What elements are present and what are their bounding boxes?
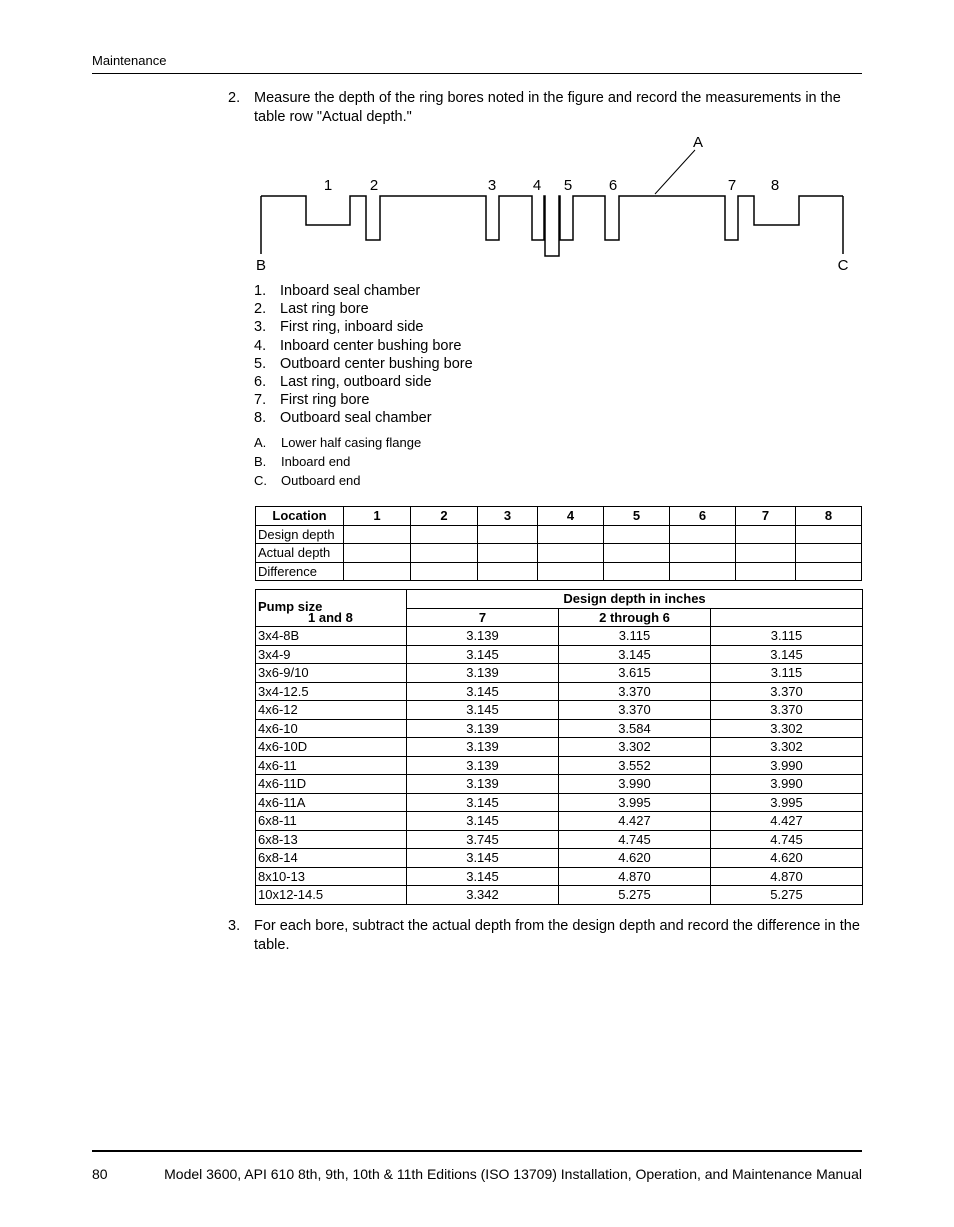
table-row — [256, 830, 863, 849]
depth-value-cell: 4.745 — [559, 830, 711, 849]
page-number: 80 — [92, 1166, 108, 1182]
entry-cell[interactable] — [604, 544, 670, 563]
legend-item: 4. Inboard center bushing bore — [254, 337, 462, 354]
sub-header-empty — [711, 608, 863, 627]
entry-cell[interactable] — [344, 525, 411, 544]
table-row — [256, 738, 863, 757]
depth-value-cell: 3.115 — [711, 664, 863, 683]
depth-value-cell: 3.145 — [407, 682, 559, 701]
casing-bore-diagram — [250, 132, 860, 277]
depth-value-cell: 3.302 — [711, 738, 863, 757]
callout-c: C — [837, 257, 849, 274]
callout-3: 3 — [487, 177, 497, 194]
depth-value-cell: 4.870 — [559, 867, 711, 886]
entry-cell[interactable] — [796, 562, 862, 581]
entry-cell[interactable] — [670, 562, 736, 581]
table-group-header-row — [256, 590, 863, 609]
table-row — [256, 664, 863, 683]
table-row — [256, 627, 863, 646]
depth-value-cell: 4.427 — [711, 812, 863, 831]
pump-size-cell: 4x6-11A — [256, 793, 407, 812]
manual-title: Model 3600, API 610 8th, 9th, 10th & 11th Editions (ISO 13709) Installation, Operation, and Maintenance Manual — [164, 1166, 862, 1182]
numbered-legend — [254, 282, 473, 428]
sub-header-1-and-8: 1 and 8 — [308, 610, 353, 625]
row-label: Difference — [256, 562, 344, 581]
table-row — [256, 562, 862, 581]
step-text: Measure the depth of the ring bores noted in the figure and record the measurements in the table row "Actual depth." — [254, 90, 841, 125]
column-header: 4 — [538, 507, 604, 526]
depth-value-cell: 3.145 — [407, 812, 559, 831]
pump-size-cell: 4x6-10D — [256, 738, 407, 757]
running-header: Maintenance — [92, 53, 167, 68]
depth-value-cell: 3.302 — [711, 719, 863, 738]
depth-value-cell: 3.115 — [559, 627, 711, 646]
depth-value-cell: 3.552 — [559, 756, 711, 775]
sub-header-7: 7 — [407, 608, 559, 627]
depth-value-cell: 3.615 — [559, 664, 711, 683]
depth-value-cell: 3.342 — [407, 886, 559, 905]
column-header: Location — [256, 507, 344, 526]
table-row — [256, 886, 863, 905]
entry-cell[interactable] — [736, 525, 796, 544]
callout-4: 4 — [532, 177, 542, 194]
flange-leader-line — [655, 150, 695, 194]
entry-cell[interactable] — [344, 562, 411, 581]
pump-size-cell: 4x6-11 — [256, 756, 407, 775]
column-header: 2 — [411, 507, 478, 526]
design-depth-group-header: Design depth in inches — [407, 590, 863, 609]
entry-cell[interactable] — [604, 562, 670, 581]
legend-item: 1. Inboard seal chamber — [254, 283, 421, 299]
entry-cell[interactable] — [411, 562, 478, 581]
depth-value-cell: 3.139 — [407, 738, 559, 757]
depth-value-cell: 3.139 — [407, 775, 559, 794]
depth-value-cell: 4.620 — [559, 849, 711, 868]
pump-size-cell: 4x6-10 — [256, 719, 407, 738]
pump-size-cell: 3x4-9 — [256, 645, 407, 664]
pump-size-header — [256, 590, 407, 627]
depth-value-cell: 3.990 — [711, 756, 863, 775]
entry-cell[interactable] — [478, 562, 538, 581]
legend-item: A. Lower half casing flange — [254, 435, 422, 450]
depth-value-cell: 4.745 — [711, 830, 863, 849]
legend-item: 5. Outboard center bushing bore — [254, 355, 473, 372]
header-rule — [92, 73, 862, 74]
depth-value-cell: 3.370 — [711, 682, 863, 701]
table-row — [256, 793, 863, 812]
depth-value-cell: 3.145 — [711, 645, 863, 664]
depth-value-cell: 3.139 — [407, 756, 559, 775]
callout-8: 8 — [770, 177, 780, 194]
depth-value-cell: 3.139 — [407, 719, 559, 738]
step-text: For each bore, subtract the actual depth from the design depth and record the difference in the table. — [254, 918, 860, 953]
entry-cell[interactable] — [538, 544, 604, 563]
sub-header-2-through-6: 2 through 6 — [559, 608, 711, 627]
step-3 — [228, 917, 862, 957]
entry-cell[interactable] — [796, 544, 862, 563]
legend-item: 3. First ring, inboard side — [254, 319, 424, 336]
step-2 — [228, 89, 862, 129]
entry-cell[interactable] — [411, 544, 478, 563]
entry-cell[interactable] — [604, 525, 670, 544]
table-row — [256, 867, 863, 886]
callout-1: 1 — [323, 177, 333, 194]
depth-value-cell: 3.990 — [711, 775, 863, 794]
step-number: 3. — [228, 918, 241, 934]
pump-size-cell: 8x10-13 — [256, 867, 407, 886]
callout-5: 5 — [563, 177, 573, 194]
entry-cell[interactable] — [796, 525, 862, 544]
depth-value-cell: 5.275 — [559, 886, 711, 905]
footer-rule — [92, 1150, 862, 1152]
legend-item: 7. First ring bore — [254, 392, 370, 409]
depth-value-cell: 3.584 — [559, 719, 711, 738]
pump-size-cell: 3x4-8B — [256, 627, 407, 646]
callout-6: 6 — [608, 177, 618, 194]
depth-value-cell: 3.302 — [559, 738, 711, 757]
callout-a: A — [692, 134, 704, 151]
pump-size-cell: 6x8-11 — [256, 812, 407, 831]
entry-cell[interactable] — [538, 525, 604, 544]
entry-cell[interactable] — [736, 562, 796, 581]
table-header-row — [256, 507, 862, 526]
entry-cell[interactable] — [670, 544, 736, 563]
table-row — [256, 525, 862, 544]
depth-value-cell: 4.427 — [559, 812, 711, 831]
depth-value-cell: 3.370 — [559, 701, 711, 720]
design-table-body — [256, 627, 863, 905]
column-header: 6 — [670, 507, 736, 526]
depth-value-cell: 3.145 — [559, 645, 711, 664]
legend-item: 2. Last ring bore — [254, 301, 369, 318]
depth-value-cell: 3.990 — [559, 775, 711, 794]
table-row — [256, 812, 863, 831]
legend-item: B. Inboard end — [254, 454, 351, 469]
pump-size-cell: 10x12-14.5 — [256, 886, 407, 905]
table-row — [256, 544, 862, 563]
legend-item: 8. Outboard seal chamber — [254, 410, 432, 427]
pump-size-label: Pump size — [258, 599, 323, 614]
column-header: 7 — [736, 507, 796, 526]
depth-value-cell: 3.145 — [407, 645, 559, 664]
depth-value-cell: 3.145 — [407, 793, 559, 812]
entry-cell[interactable] — [538, 562, 604, 581]
table-row — [256, 849, 863, 868]
row-label: Actual depth — [256, 544, 344, 563]
depth-value-cell: 3.995 — [559, 793, 711, 812]
casing-profile — [261, 196, 843, 256]
entry-cell[interactable] — [411, 525, 478, 544]
pump-size-cell: 3x4-12.5 — [256, 682, 407, 701]
table-row — [256, 645, 863, 664]
entry-cell[interactable] — [478, 544, 538, 563]
depth-value-cell: 3.370 — [711, 701, 863, 720]
lettered-legend — [254, 433, 421, 490]
entry-cell[interactable] — [344, 544, 411, 563]
legend-item: 6. Last ring, outboard side — [254, 373, 432, 390]
depth-value-cell: 3.370 — [559, 682, 711, 701]
column-header: 3 — [478, 507, 538, 526]
pump-size-cell: 4x6-11D — [256, 775, 407, 794]
row-label: Design depth — [256, 525, 344, 544]
entry-cell[interactable] — [478, 525, 538, 544]
pump-size-cell: 6x8-13 — [256, 830, 407, 849]
column-header: 8 — [796, 507, 862, 526]
depth-value-cell: 3.145 — [407, 701, 559, 720]
table-row — [256, 682, 863, 701]
depth-value-cell: 4.620 — [711, 849, 863, 868]
callout-7: 7 — [727, 177, 737, 194]
depth-value-cell: 3.145 — [407, 867, 559, 886]
pump-size-cell: 3x6-9/10 — [256, 664, 407, 683]
depth-value-cell: 3.139 — [407, 627, 559, 646]
depth-value-cell: 3.145 — [407, 849, 559, 868]
pump-size-cell: 4x6-12 — [256, 701, 407, 720]
column-header: 1 — [344, 507, 411, 526]
table-row — [256, 719, 863, 738]
entry-cell[interactable] — [736, 544, 796, 563]
depth-record-table — [255, 506, 862, 581]
depth-value-cell: 3.995 — [711, 793, 863, 812]
step-number: 2. — [228, 90, 241, 106]
depth-value-cell: 3.139 — [407, 664, 559, 683]
depth-value-cell: 3.115 — [711, 627, 863, 646]
callout-2: 2 — [369, 177, 379, 194]
entry-cell[interactable] — [670, 525, 736, 544]
table-row — [256, 775, 863, 794]
depth-value-cell: 4.870 — [711, 867, 863, 886]
callout-b: B — [255, 257, 267, 274]
design-depth-table — [255, 589, 863, 905]
legend-item: C. Outboard end — [254, 473, 361, 488]
table-row — [256, 756, 863, 775]
table-row — [256, 701, 863, 720]
column-header: 5 — [604, 507, 670, 526]
pump-size-cell: 6x8-14 — [256, 849, 407, 868]
depth-value-cell: 3.745 — [407, 830, 559, 849]
depth-value-cell: 5.275 — [711, 886, 863, 905]
